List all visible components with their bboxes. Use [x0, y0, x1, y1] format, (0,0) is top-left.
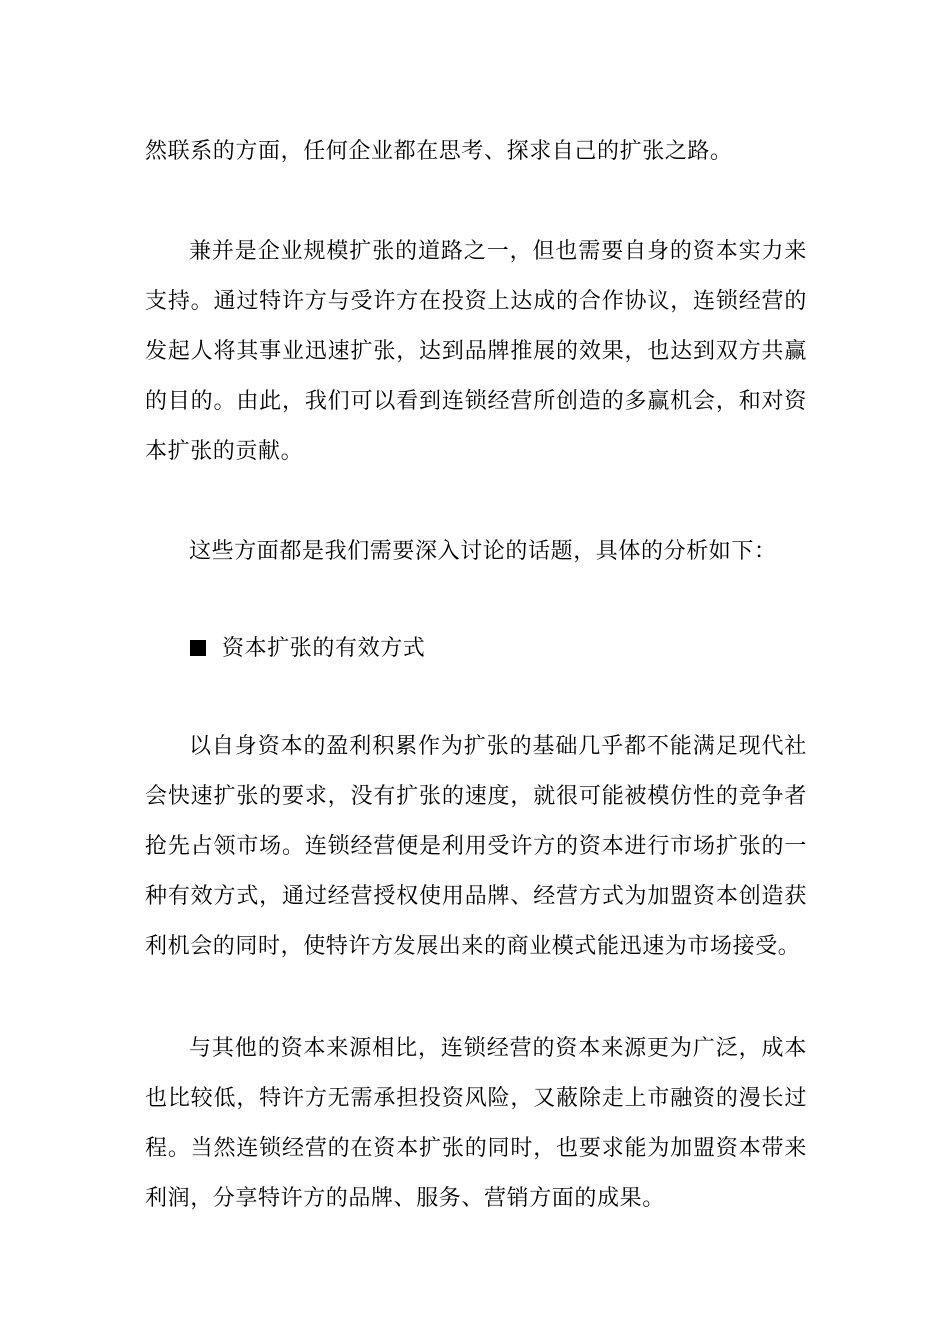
section-heading	[190, 624, 425, 674]
section-heading-text: 资本扩张的有效方式	[222, 636, 426, 661]
square-bullet-icon	[190, 640, 206, 656]
paragraph-capital-sources: 与其他的资本来源相比，连锁经营的资本来源更为广泛，成本也比较低，特许方无需承担投资风险，又蔽除走上市融资的漫长过程。当然连锁经营的在资本扩张的同时，也要求能为加盟资本带来利润，分享特许方的品牌、服务、营销方面的成果。	[145, 1036, 807, 1211]
paragraph-continuation: 然联系的方面，任何企业都在思考、探求自己的扩张之路。	[145, 139, 733, 164]
paragraph-self-capital: 以自身资本的盈利积累作为扩张的基础几乎都不能满足现代社会快速扩张的要求，没有扩张的速度，就很可能被模仿性的竞争者抢先占领市场。连锁经营便是利用受许方的资本进行市场扩张的一种有效方式，通过经营授权使用品牌、经营方式为加盟资本创造获利机会的同时，使特许方发展出来的商业模式能迅速为市场接受。	[145, 734, 807, 959]
paragraph-merger: 兼并是企业规模扩张的道路之一，但也需要自身的资本实力来支持。通过特许方与受许方在投资上达成的合作协议，连锁经营的发起人将其事业迅速扩张，达到品牌推展的效果，也达到双方共赢的目的。由此，我们可以看到连锁经营所创造的多赢机会，和对资本扩张的贡献。	[145, 239, 807, 464]
paragraph-topics: 这些方面都是我们需要深入讨论的话题，具体的分析如下：	[189, 539, 777, 564]
